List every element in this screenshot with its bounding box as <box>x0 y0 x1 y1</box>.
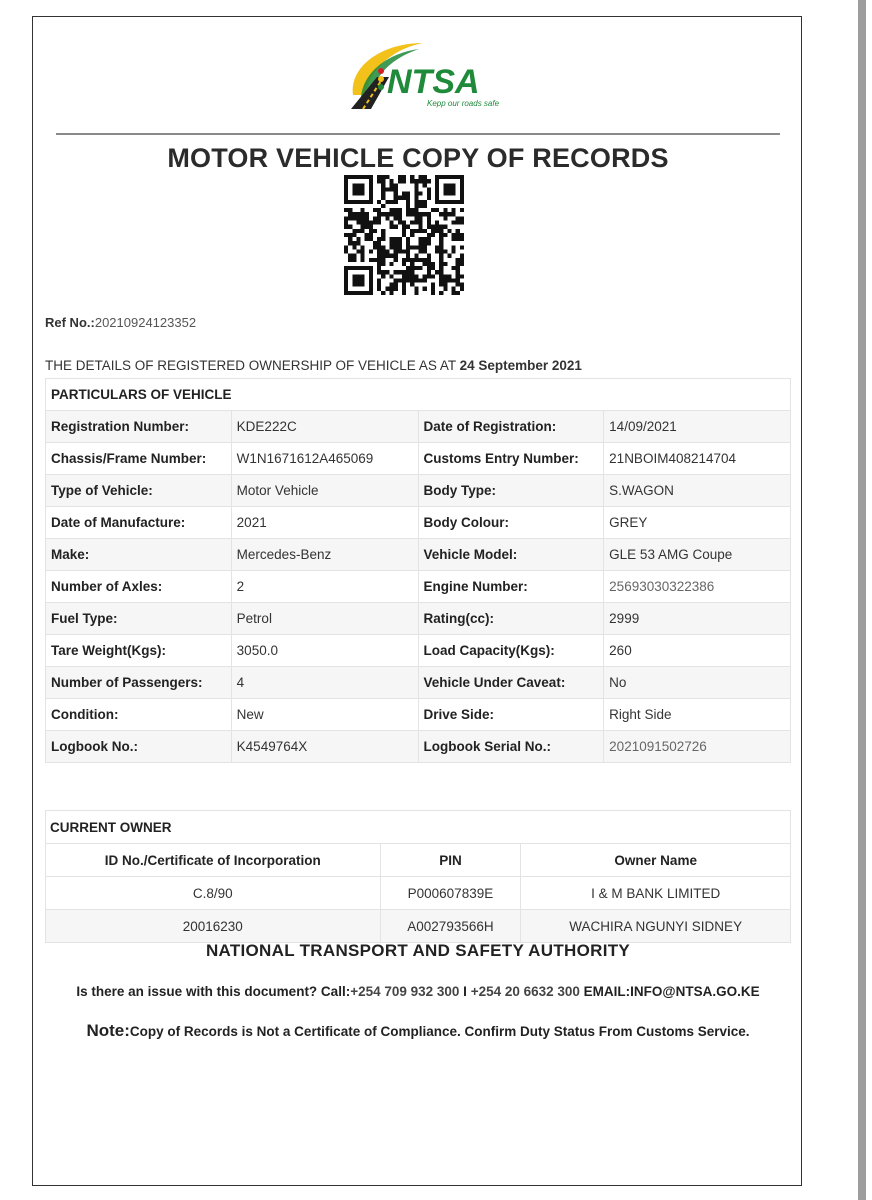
vehicle-field-label: Body Type: <box>418 475 604 507</box>
contact-prefix: Is there an issue with this document? Call: <box>76 984 351 999</box>
vehicle-row <box>46 539 791 571</box>
reference-number <box>45 315 196 330</box>
vehicle-field-value: KDE222C <box>231 411 418 443</box>
vehicle-field-label: Vehicle Under Caveat: <box>418 667 604 699</box>
vehicle-field-label: Fuel Type: <box>46 603 232 635</box>
vehicle-field-value: 4 <box>231 667 418 699</box>
vehicle-field-label: Condition: <box>46 699 232 731</box>
vehicle-field-value: Right Side <box>604 699 791 731</box>
owner-section-title: CURRENT OWNER <box>46 811 791 844</box>
vehicle-field-value: K4549764X <box>231 731 418 763</box>
vehicle-field-value: 25693030322386 <box>604 571 791 603</box>
vehicle-row <box>46 443 791 475</box>
vehicle-row <box>46 603 791 635</box>
vehicle-field-value: 21NBOIM408214704 <box>604 443 791 475</box>
vehicle-field-label: Rating(cc): <box>418 603 604 635</box>
vehicle-field-value: No <box>604 667 791 699</box>
vehicle-row <box>46 635 791 667</box>
ref-value: 20210924123352 <box>94 315 197 330</box>
phone-separator: I <box>459 984 471 999</box>
phone-1: +254 709 932 300 <box>350 984 460 999</box>
phone-2: +254 20 6632 300 <box>470 984 580 999</box>
owner-header-pin: PIN <box>380 844 521 877</box>
vehicle-field-label: Type of Vehicle: <box>46 475 232 507</box>
vehicle-row <box>46 411 791 443</box>
ownership-statement-text: THE DETAILS OF REGISTERED OWNERSHIP OF VEHICLE AS AT <box>45 358 460 373</box>
ntsa-logo <box>341 37 511 117</box>
vehicle-field-label: Number of Passengers: <box>46 667 232 699</box>
vehicle-field-value: Motor Vehicle <box>231 475 418 507</box>
vehicle-row <box>46 571 791 603</box>
vehicle-field-value: 3050.0 <box>231 635 418 667</box>
vehicle-field-value: Petrol <box>231 603 418 635</box>
vehicle-row <box>46 731 791 763</box>
vehicle-field-value: GLE 53 AMG Coupe <box>604 539 791 571</box>
vehicle-row <box>46 699 791 731</box>
contact-email: EMAIL:INFO@NTSA.GO.KE <box>579 984 760 999</box>
owner-id-cell: 20016230 <box>46 910 381 943</box>
vehicle-field-label: Vehicle Model: <box>418 539 604 571</box>
authority-name: NATIONAL TRANSPORT AND SAFETY AUTHORITY <box>205 941 631 960</box>
vehicle-field-value: Mercedes-Benz <box>231 539 418 571</box>
owner-header-id: ID No./Certificate of Incorporation <box>46 844 381 877</box>
ref-label: Ref No.: <box>45 315 95 330</box>
vehicle-field-label: Drive Side: <box>418 699 604 731</box>
vehicle-row <box>46 507 791 539</box>
window-edge-bar <box>858 0 866 1200</box>
vehicle-row <box>46 667 791 699</box>
contact-line <box>33 984 803 999</box>
owner-row <box>46 877 791 910</box>
owner-name-cell: WACHIRA NGUNYI SIDNEY <box>521 910 791 943</box>
vehicle-field-value: 2021091502726 <box>604 731 791 763</box>
owner-row <box>46 910 791 943</box>
vehicle-field-label: Date of Registration: <box>418 411 604 443</box>
vehicle-field-value: S.WAGON <box>604 475 791 507</box>
vehicle-particulars-table <box>45 378 791 763</box>
ownership-date: 24 September 2021 <box>459 358 582 373</box>
owner-header-name: Owner Name <box>521 844 791 877</box>
vehicle-field-value: 2021 <box>231 507 418 539</box>
ownership-statement <box>45 358 582 373</box>
vehicle-field-label: Tare Weight(Kgs): <box>46 635 232 667</box>
note-text: Copy of Records is Not a Certificate of Compliance. Confirm Duty Status From Customs Service. <box>129 1024 750 1039</box>
vehicle-field-label: Logbook No.: <box>46 731 232 763</box>
vehicle-field-value: 2 <box>231 571 418 603</box>
owner-id-cell: C.8/90 <box>46 877 381 910</box>
vehicle-field-value: 260 <box>604 635 791 667</box>
owner-name-cell: I & M BANK LIMITED <box>521 877 791 910</box>
vehicle-section-title: PARTICULARS OF VEHICLE <box>46 379 791 411</box>
document-title: MOTOR VEHICLE COPY OF RECORDS <box>167 143 669 173</box>
vehicle-field-value: GREY <box>604 507 791 539</box>
note-label: Note: <box>86 1021 130 1040</box>
vehicle-row <box>46 475 791 507</box>
vehicle-field-value: 2999 <box>604 603 791 635</box>
vehicle-field-label: Engine Number: <box>418 571 604 603</box>
compliance-note <box>33 1021 803 1041</box>
svg-text:Kepp our roads safe: Kepp our roads safe <box>427 99 500 108</box>
vehicle-field-value: 14/09/2021 <box>604 411 791 443</box>
vehicle-field-label: Load Capacity(Kgs): <box>418 635 604 667</box>
vehicle-field-label: Customs Entry Number: <box>418 443 604 475</box>
vehicle-field-label: Logbook Serial No.: <box>418 731 604 763</box>
svg-text:NTSA: NTSA <box>387 63 480 101</box>
vehicle-field-label: Date of Manufacture: <box>46 507 232 539</box>
vehicle-field-label: Chassis/Frame Number: <box>46 443 232 475</box>
owner-pin-cell: A002793566H <box>380 910 521 943</box>
vehicle-field-label: Number of Axles: <box>46 571 232 603</box>
header-divider <box>56 133 780 135</box>
vehicle-field-label: Make: <box>46 539 232 571</box>
vehicle-field-value: W1N1671612A465069 <box>231 443 418 475</box>
vehicle-field-label: Registration Number: <box>46 411 232 443</box>
qr-code <box>344 175 464 295</box>
current-owner-table <box>45 810 791 943</box>
document-page <box>32 16 802 1186</box>
owner-pin-cell: P000607839E <box>380 877 521 910</box>
vehicle-field-label: Body Colour: <box>418 507 604 539</box>
vehicle-field-value: New <box>231 699 418 731</box>
ntsa-logo-graphic <box>341 37 511 117</box>
